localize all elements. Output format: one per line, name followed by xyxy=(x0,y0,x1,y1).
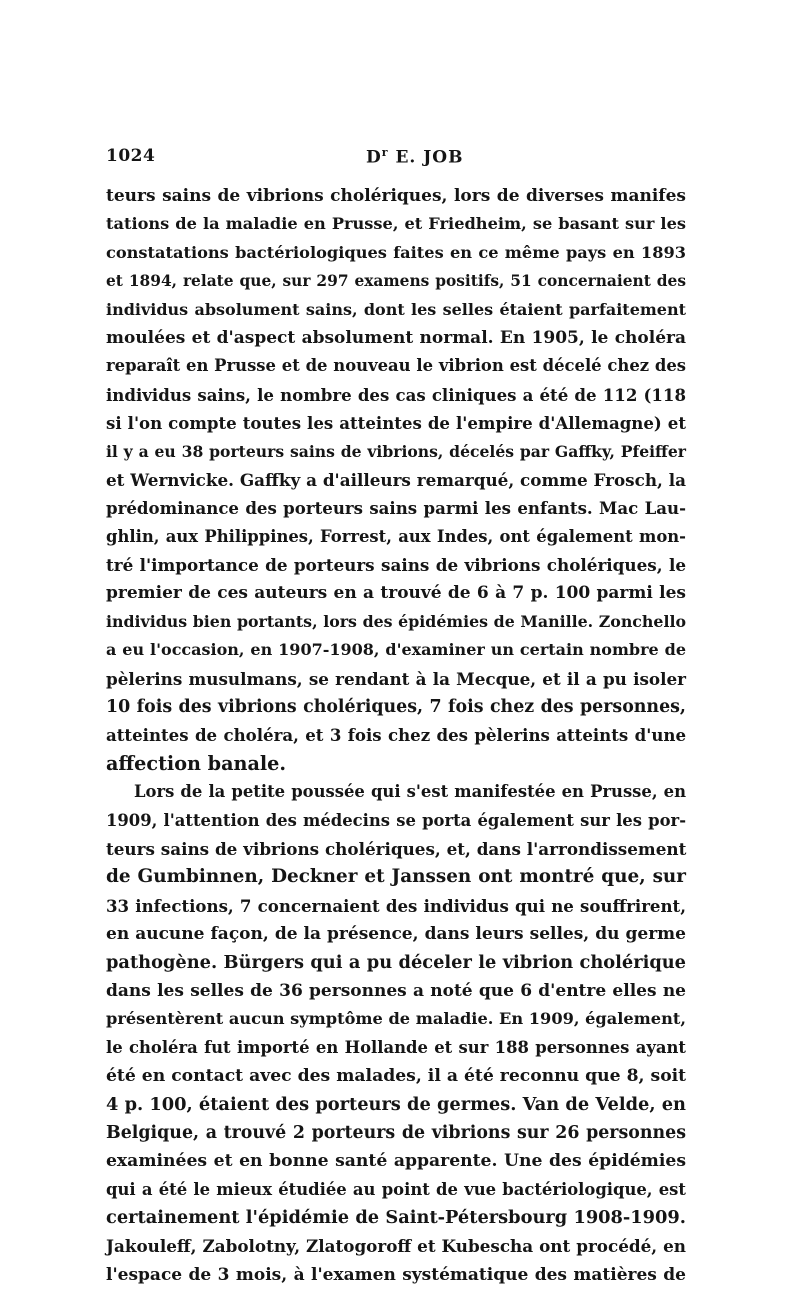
paragraph xyxy=(106,778,686,1289)
text-line: il y a eu 38 porteurs sains de vibrions, décelés par Gaffky, Pfeiffer xyxy=(106,441,686,461)
text-line: constatations bactériologiques faites en ce même pays en 1893 xyxy=(106,242,686,262)
author-prefix: D xyxy=(366,147,382,168)
text-line: le choléra fut importé en Hollande et sur 188 personnes ayant xyxy=(106,1037,686,1057)
text-line: Belgique, a trouvé 2 porteurs de vibrions sur 26 personnes xyxy=(106,1122,686,1143)
text-line: reparaît en Prusse et de nouveau le vibrion est décelé chez des xyxy=(106,356,686,376)
text-line: 1909, l'attention des médecins se porta également sur les por- xyxy=(106,810,686,830)
author-prefix-superscript: r xyxy=(381,146,389,159)
text-line: 10 fois des vibrions cholériques, 7 fois chez des personnes, xyxy=(106,697,686,718)
text-line: prédominance des porteurs sains parmi les enfants. Mac Lau- xyxy=(106,498,686,519)
running-head-author xyxy=(366,146,463,168)
text-line: tations de la maladie en Prusse, et Friedheim, se basant sur les xyxy=(106,214,686,234)
text-line: individus bien portants, lors des épidémies de Manille. Zonchello xyxy=(106,611,686,631)
text-line: moulées et d'aspect absolument normal. En 1905, le choléra xyxy=(106,327,686,348)
text-line: atteintes de choléra, et 3 fois chez des pèlerins atteints d'une xyxy=(106,725,686,746)
text-line: 33 infections, 7 concernaient des individus qui ne souffrirent, xyxy=(106,895,686,916)
body-text xyxy=(106,182,686,1289)
text-line: dans les selles de 36 personnes a noté que 6 d'entre elles ne xyxy=(106,980,686,1001)
text-line: Lors de la petite poussée qui s'est manifestée en Prusse, en xyxy=(134,782,686,802)
text-line: été en contact avec des malades, il a été reconnu que 8, soit xyxy=(106,1066,687,1087)
text-line: présentèrent aucun symptôme de maladie. En 1909, également, xyxy=(106,1009,686,1029)
text-line: affection banale. xyxy=(106,751,287,775)
text-line: pèlerins musulmans, se rendant à la Mecque, et il a pu isoler xyxy=(106,668,686,689)
text-line: 4 p. 100, étaient des porteurs de germes. Van de Velde, en xyxy=(106,1093,686,1115)
text-line: a eu l'occasion, en 1907-1908, d'examiner un certain nombre de xyxy=(106,640,686,660)
author-name: E. JOB xyxy=(388,147,464,168)
text-line: examinées et en bonne santé apparente. Une des épidémies xyxy=(106,1151,686,1172)
text-line: individus absolument sains, dont les selles étaient parfaitement xyxy=(106,299,686,319)
text-line: de Gumbinnen, Deckner et Janssen ont montré que, sur xyxy=(106,866,686,888)
text-line: pathogène. Bürgers qui a pu déceler le vibrion cholérique xyxy=(106,951,686,973)
text-line: teurs sains de vibrions cholériques, lors de diverses manifes xyxy=(106,186,686,206)
text-line: premier de ces auteurs en a trouvé de 6 à 7 p. 100 parmi les xyxy=(106,583,686,604)
running-head xyxy=(106,146,686,170)
text-line: tré l'importance de porteurs sains de vibrions cholériques, le xyxy=(106,555,686,576)
text-line: et 1894, relate que, sur 297 examens positifs, 51 concernaient des xyxy=(106,272,686,291)
text-line: individus sains, le nombre des cas cliniques a été de 112 (118 xyxy=(106,384,686,405)
text-line: Jakouleff, Zabolotny, Zlatogoroff et Kubescha ont procédé, en xyxy=(106,1236,686,1257)
text-line: ghlin, aux Philippines, Forrest, aux Indes, ont également mon- xyxy=(106,526,686,546)
text-line: en aucune façon, de la présence, dans leurs selles, du germe xyxy=(106,924,686,945)
paragraph xyxy=(106,182,686,778)
text-line: teurs sains de vibrions cholériques, et, dans l'arrondissement xyxy=(106,838,687,859)
text-line: si l'on compte toutes les atteintes de l'empire d'Allemagne) et xyxy=(106,413,686,434)
text-line: qui a été le mieux étudiée au point de vue bactériologique, est xyxy=(106,1179,686,1199)
text-line: et Wernvicke. Gaffky a d'ailleurs remarqué, comme Frosch, la xyxy=(106,469,686,490)
text-line: certainement l'épidémie de Saint-Pétersbourg 1908-1909. xyxy=(106,1207,686,1229)
page-number: 1024 xyxy=(106,146,156,166)
text-line: l'espace de 3 mois, à l'examen systématique des matières de xyxy=(106,1264,686,1285)
